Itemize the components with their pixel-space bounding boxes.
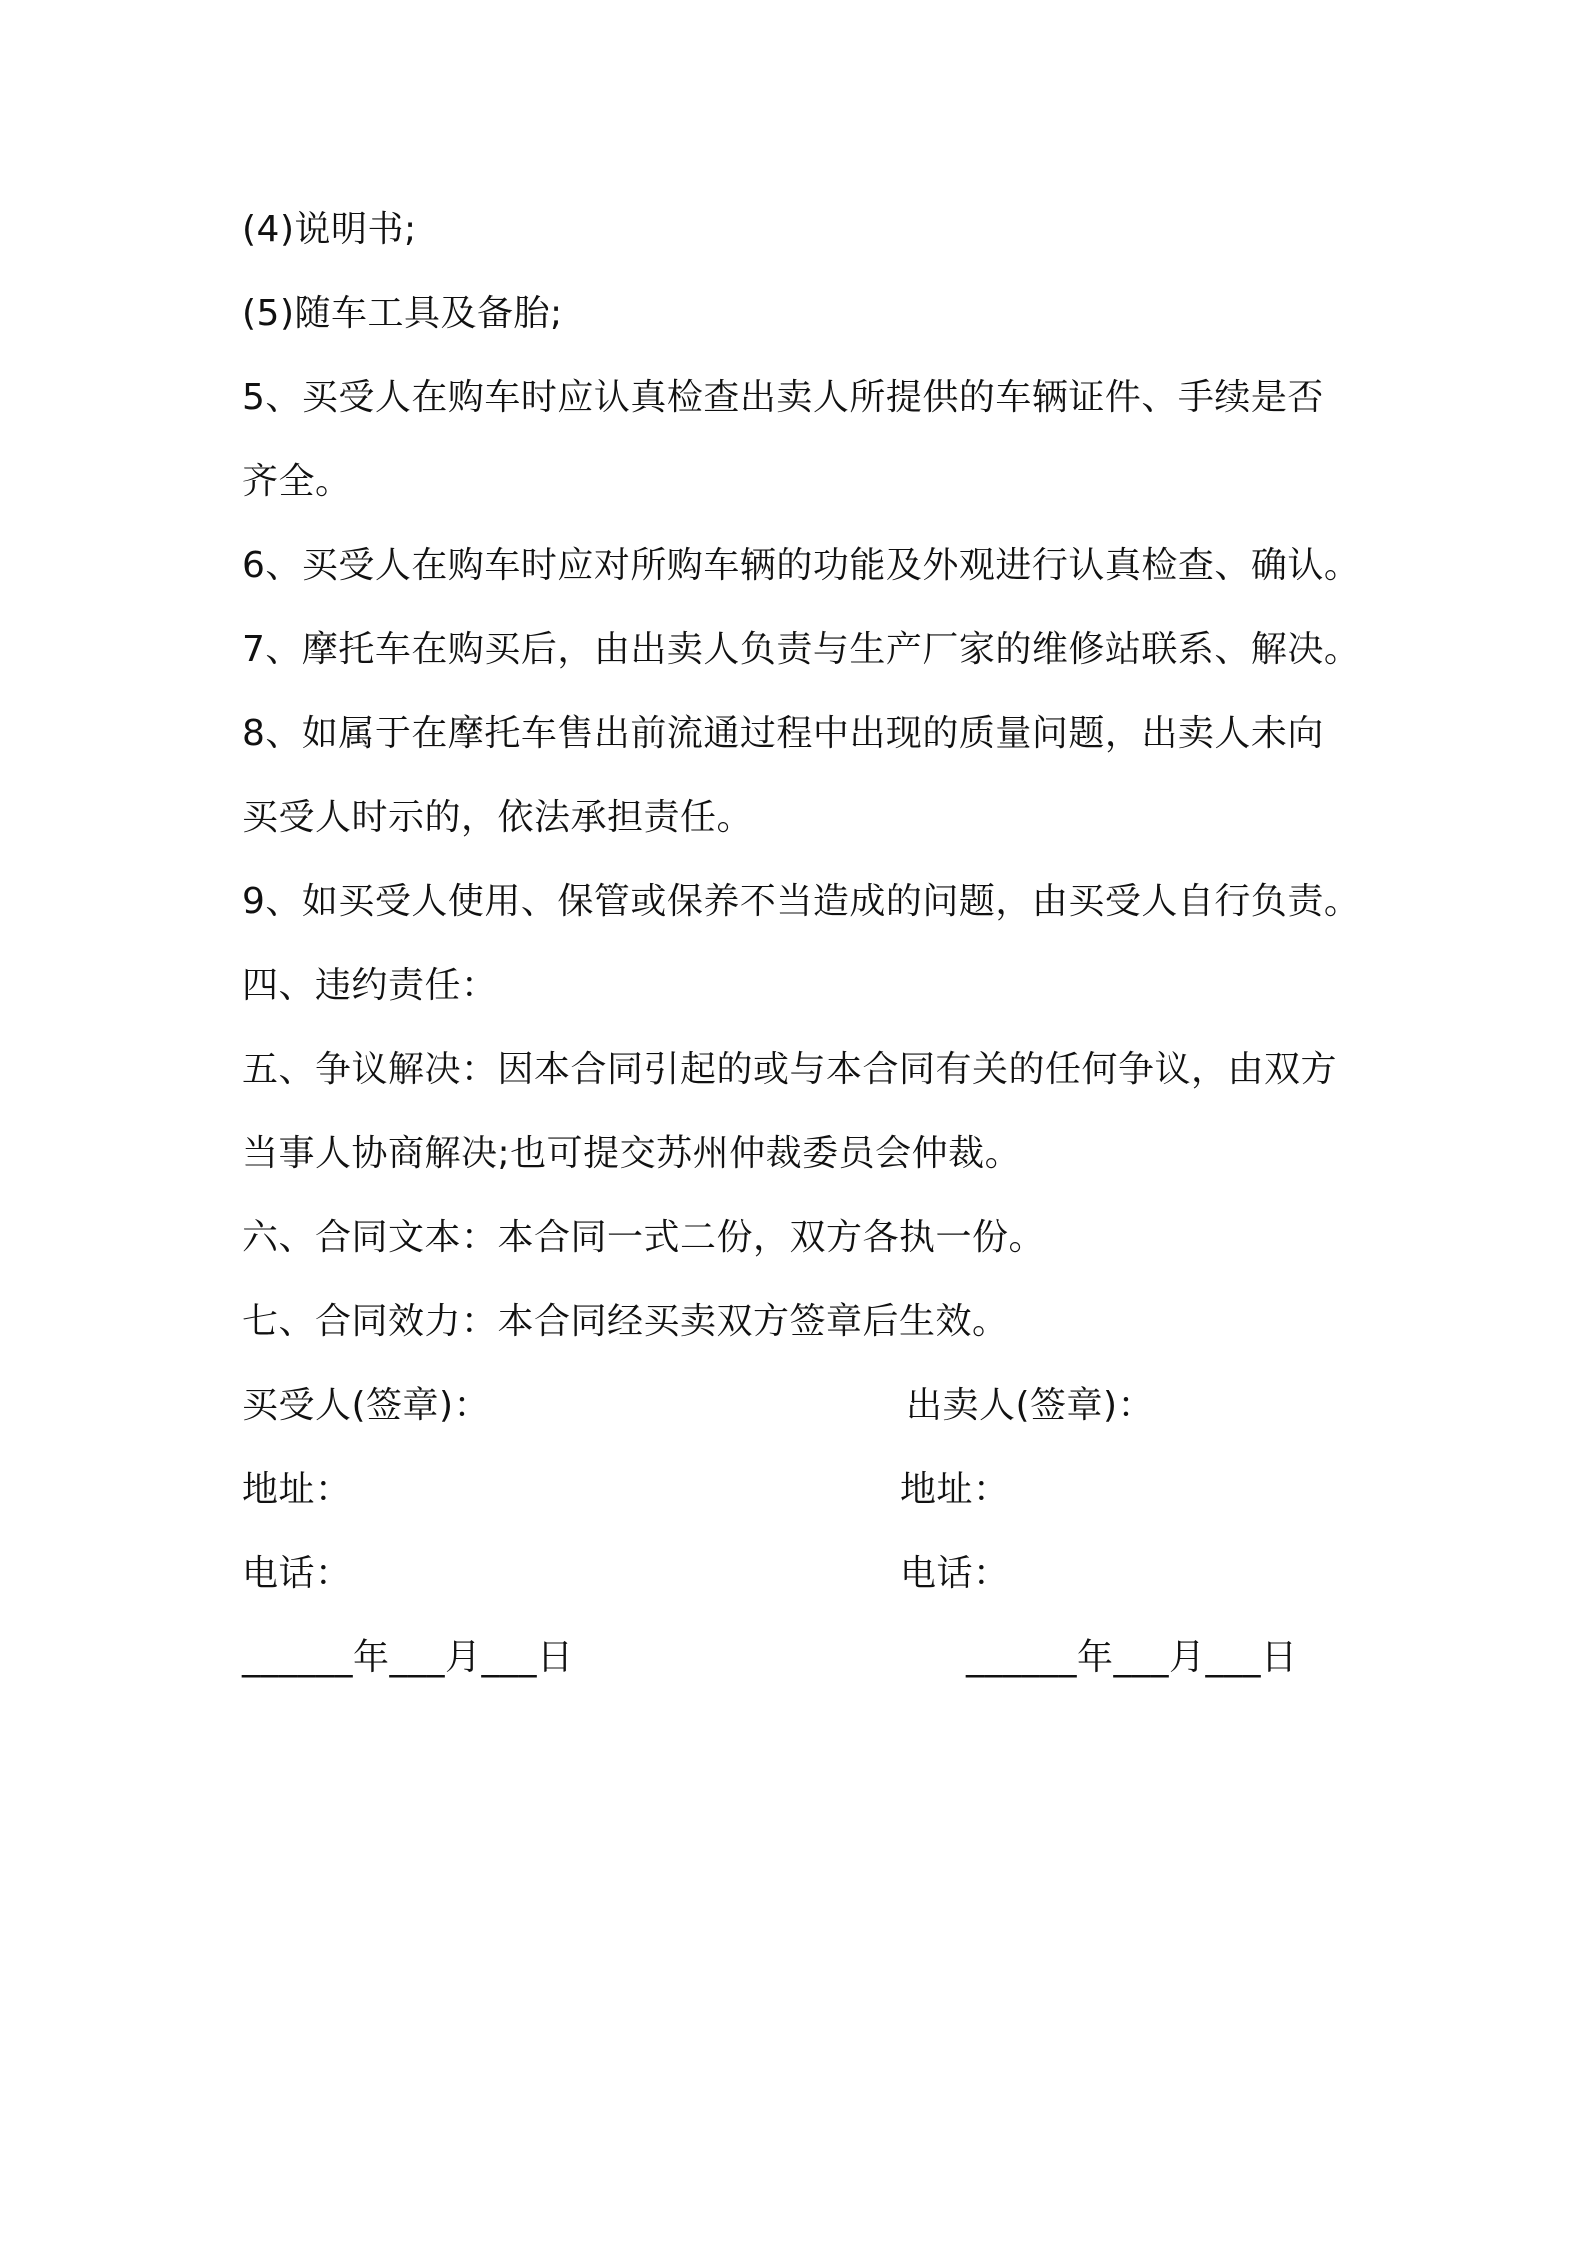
buyer-signature-label: 买受人(签章)： [242, 1385, 491, 1426]
clause-9: 9、如买受人使用、保管或保养不当造成的问题，由买受人自行负责。 [242, 881, 1361, 922]
buyer-phone-label: 电话： [242, 1553, 352, 1594]
section-5-line-2: 当事人协商解决;也可提交苏州仲裁委员会仲裁。 [242, 1133, 1022, 1174]
section-5-line-1: 五、争议解决：因本合同引起的或与本合同有关的任何争议，由双方 [242, 1049, 1338, 1090]
section-7: 七、合同效力：本合同经买卖双方签章后生效。 [242, 1301, 1009, 1342]
seller-address-label: 地址： [900, 1469, 1010, 1510]
clause-8-line-1: 8、如属于在摩托车售出前流通过程中出现的质量问题，出卖人未向 [242, 713, 1324, 754]
item-tools-spare-tire: (5)随车工具及备胎; [242, 293, 563, 334]
section-6: 六、合同文本：本合同一式二份，双方各执一份。 [242, 1217, 1046, 1258]
clause-6: 6、买受人在购车时应对所购车辆的功能及外观进行认真检查、确认。 [242, 545, 1361, 586]
section-4-heading: 四、违约责任： [242, 965, 498, 1006]
clause-5-line-2: 齐全。 [242, 461, 352, 502]
clause-8-line-2: 买受人时示的，依法承担责任。 [242, 797, 754, 838]
buyer-address-label: 地址： [242, 1469, 352, 1510]
clause-5-line-1: 5、买受人在购车时应认真检查出卖人所提供的车辆证件、手续是否 [242, 377, 1324, 418]
seller-signature-label: 出卖人(签章)： [906, 1385, 1155, 1426]
clause-7: 7、摩托车在购买后，由出卖人负责与生产厂家的维修站联系、解决。 [242, 629, 1361, 670]
buyer-date-line: ______年___月___日 [242, 1637, 574, 1678]
seller-phone-label: 电话： [900, 1553, 1010, 1594]
item-instructions: (4)说明书; [242, 209, 417, 250]
seller-date-line: ______年___月___日 [966, 1637, 1298, 1678]
